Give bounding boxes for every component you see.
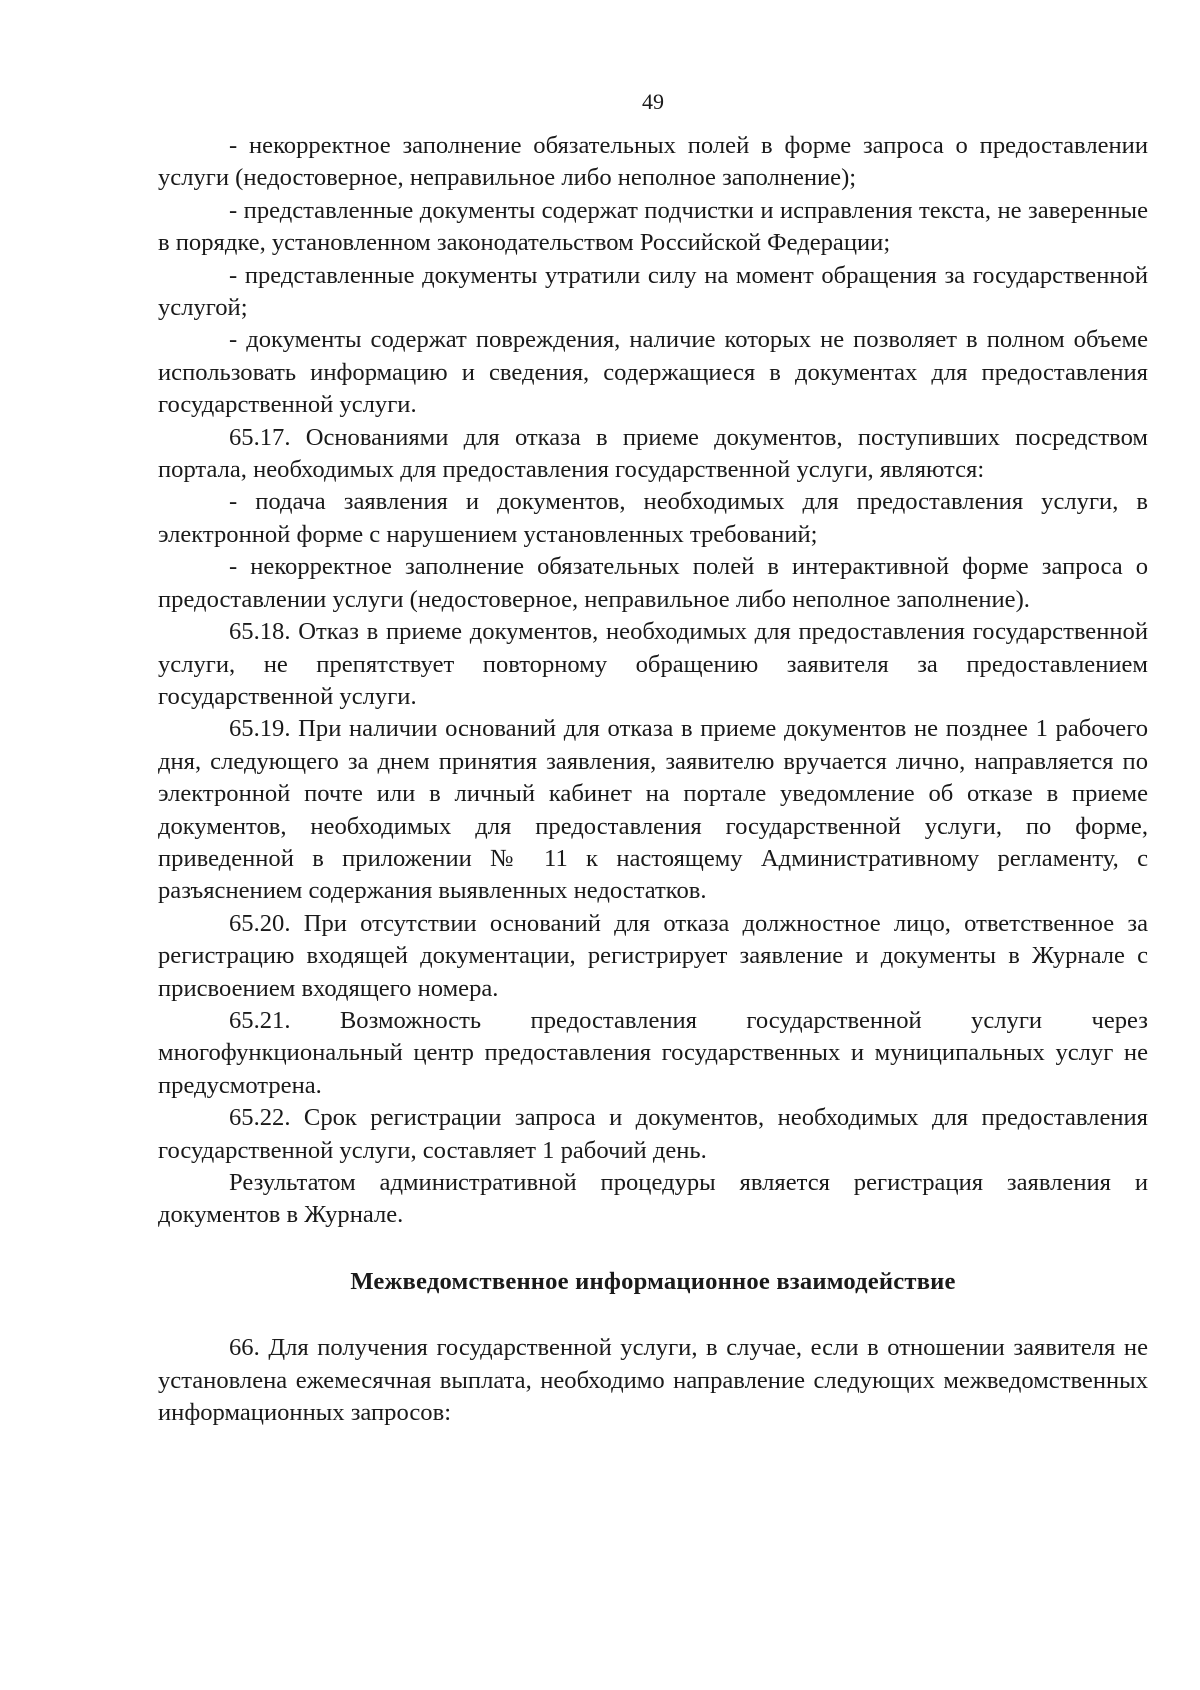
paragraph-65-21: 65.21. Возможность предоставления государственной услуги через многофункциональный центр предоставления государственных и муниципальных услуг не предусмотрена.: [158, 1006, 1148, 1099]
paragraph-interactive-form: - некорректное заполнение обязательных полей в интерактивной форме запроса о предоставлении услуги (недостоверное, неправильное либо неполное заполнение).: [158, 553, 1148, 613]
paragraph-65-22: 65.22. Срок регистрации запроса и документов, необходимых для предоставления государственной услуги, составляет 1 рабочий день.: [158, 1104, 1148, 1164]
paragraph-65-20: 65.20. При отсутствии оснований для отказа должностное лицо, ответственное за регистрацию входящей документации, регистрирует заявление и документы в Журнале с присвоением входящего номера.: [158, 909, 1148, 1002]
paragraph-corrections: - представленные документы содержат подчистки и исправления текста, не заверенные в порядке, установленном законодательством Российской Федерации;: [158, 196, 1148, 257]
page-number: 49: [642, 89, 664, 114]
paragraph-incorrect-fields: - некорректное заполнение обязательных полей в форме запроса о предоставлении услуги (недостоверное, неправильное либо неполное заполнение);: [158, 132, 1148, 192]
paragraph-65-18: 65.18. Отказ в приеме документов, необходимых для предоставления государственной услуги, не препятствует повторному обращению заявителя за предоставлением государственной услуги.: [158, 618, 1148, 710]
paragraph-electronic-submission: - подача заявления и документов, необходимых для предоставления услуги, в электронной форме с нарушением установленных требований;: [158, 488, 1148, 548]
paragraph-result: Результатом административной процедуры является регистрация заявления и документов в Журнале.: [158, 1169, 1148, 1229]
section-heading: Межведомственное информационное взаимодействие: [350, 1267, 956, 1295]
paragraph-expired-documents: - представленные документы утратили силу на момент обращения за государственной услугой;: [158, 261, 1148, 322]
paragraph-65-17: 65.17. Основаниями для отказа в приеме документов, поступивших посредством портала, необходимых для предоставления государственной услуги, являются:: [158, 423, 1148, 484]
paragraph-65-19: 65.19. При наличии оснований для отказа в приеме документов не позднее 1 рабочего дня, следующего за днем принятия заявления, заявителю вручается лично, направляется по электронной почте или в личный кабинет на портале уведомление об отказе в приеме документов, необходимых для предоставления государственной услуги, по форме, приведенной в приложении № 11 к настоящему Административному регламенту, с разъяснением содержания выявленных недостатков.: [158, 715, 1148, 905]
paragraph-damaged-documents: - документы содержат повреждения, наличие которых не позволяет в полном объеме использовать информацию и сведения, содержащиеся в документах для предоставления государственной услуги.: [158, 326, 1148, 419]
document-page: [158, 88, 1148, 1429]
paragraph-66: 66. Для получения государственной услуги, в случае, если в отношении заявителя не установлена ежемесячная выплата, необходимо направление следующих межведомственных информационных запросов:: [158, 1334, 1148, 1427]
